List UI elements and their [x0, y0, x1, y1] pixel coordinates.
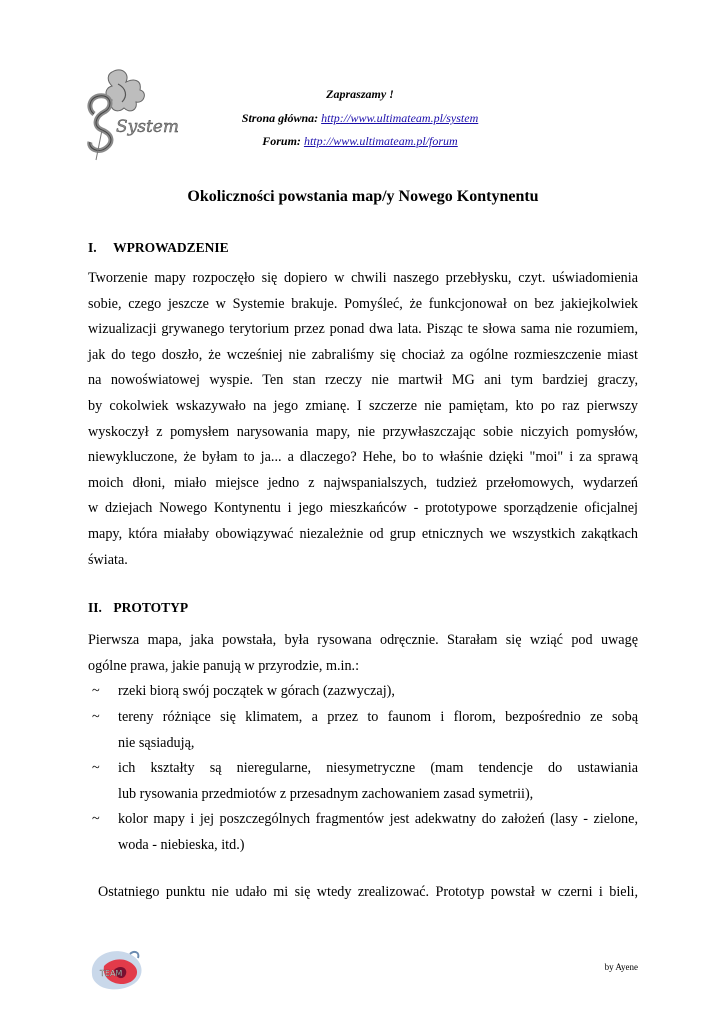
text-line: świata.	[88, 551, 128, 568]
bullet-symbol: ~	[92, 760, 100, 776]
text-line: sobie, czego jeszcze w Systemie brakuje. Pomyśleć, że funkcjonował on bez jakiejkolwiek	[88, 295, 638, 312]
text-line: Pierwsza mapa, jaka powstała, była rysowana odręcznie. Starałam się wziąć pod uwagę	[88, 632, 638, 648]
section-number: I.	[88, 240, 97, 255]
text-line: lub rysowania przedmiotów z przesadnym zachowaniem zasad symetrii),	[118, 785, 534, 802]
bullet-symbol: ~	[92, 709, 100, 725]
section-heading-prototype	[88, 600, 188, 616]
text-line: rzeki biorą swój początek w górach (zazwyczaj),	[118, 683, 395, 699]
text-line: kolor mapy i jej poszczególnych fragmentów jest adekwatny do założeń (lasy - zielone,	[118, 811, 638, 827]
section-number: II.	[88, 600, 102, 615]
home-link[interactable]: http://www.ultimateam.pl/system	[321, 111, 479, 125]
text-line: wyskoczył z pomysłem narysowania mapy, nie przywłaszczając sobie niczyich pomysłów,	[88, 423, 638, 440]
bullet-symbol: ~	[92, 811, 100, 827]
text-line: wizualizacji grywanego terytorium przez ponad dwa lata. Pisząc te słowa sama nie rozumiem,	[88, 321, 638, 338]
team-logo	[84, 944, 154, 994]
text-line: Ostatniego punktu nie udało mi się wtedy zrealizować. Prototyp powstał w czerni i bieli,	[98, 884, 638, 900]
bullet-symbol: ~	[92, 683, 100, 699]
forum-label: Forum:	[262, 134, 301, 148]
closing-paragraph	[98, 880, 638, 906]
text-line: Tworzenie mapy rozpoczęło się dopiero w chwili naszego przebłysku, czyt. uświadomienia	[88, 270, 638, 286]
document-title: Okoliczności powstania map/y Nowego Kontynentu	[187, 188, 539, 205]
home-label: Strona główna:	[241, 111, 319, 125]
section-title: PROTOTYP	[113, 600, 189, 615]
section-title: WPROWADZENIE	[113, 240, 229, 255]
text-line: ogólne prawa, jakie panują w przyrodzie, m.in.:	[88, 657, 360, 674]
text-line: ich kształty są nieregularne, niesymetryczne (mam tendencje do ustawiania	[118, 760, 638, 776]
text-line: niewykluczone, że byłam to ja... a dlaczego? Hehe, bo to właśnie dzięki "moi" i za sprawą	[88, 449, 638, 466]
text-line: mapy, która miałaby obowiązywać niezależnie od grup etnicznych we wszystkich zakątkach	[88, 525, 638, 542]
text-line: by cokolwiek wskazywało na jego zmianę. I szczerze nie pamiętam, kto po raz pierwszy	[88, 397, 638, 414]
section-heading-intro	[88, 240, 229, 256]
forum-line	[200, 133, 520, 149]
text-line: w dziejach Nowego Kontynentu i jego mieszkańców - prototypowe sporządzenie oficjalnej	[88, 500, 638, 517]
system-logo	[82, 64, 200, 164]
text-line: nie sąsiadują,	[118, 734, 195, 751]
author-credit: by Ayene	[604, 962, 638, 972]
text-line: na nowoświatowej wyspie. Ten stan rzeczy nie martwił MG ani tym bardziej graczy,	[88, 372, 638, 389]
team-logo-text: TEAM	[100, 969, 123, 978]
invite-text: Zapraszamy !	[326, 87, 394, 101]
logo-text: System	[116, 117, 179, 137]
text-line: jak do tego doszło, że wcześniej nie zabraliśmy się chociaż za ogólne rozmieszczenie miast	[88, 346, 638, 363]
prototype-paragraph	[88, 628, 638, 679]
home-line	[200, 110, 520, 126]
text-line: moich dłoni, miało miejsce jedno z najwspanialszych, tudzież przełomowych, wydarzeń	[88, 474, 638, 491]
forum-link[interactable]: http://www.ultimateam.pl/forum	[303, 134, 458, 148]
text-line: woda - niebieska, itd.)	[118, 836, 245, 853]
text-line: tereny różniące się klimatem, a przez to faunom i florom, bezpośrednio ze sobą	[118, 709, 638, 725]
intro-paragraph	[88, 266, 638, 573]
